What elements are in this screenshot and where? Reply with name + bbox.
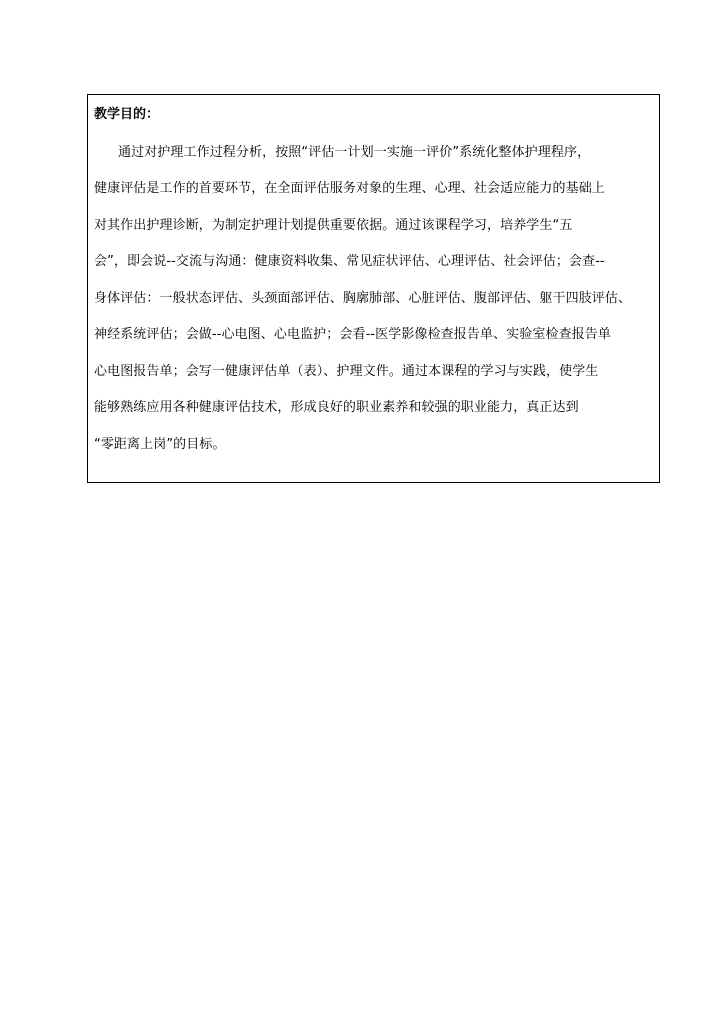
paragraph-line: 身体评估：一般状态评估、头颈面部评估、胸廓肺部、心脏评估、腹部评估、躯干四肢评估、 (94, 291, 632, 306)
teaching-objective-box (87, 94, 660, 483)
section-heading: 教学目的： (94, 107, 160, 122)
paragraph-line: “零距离上岗”的目标。 (94, 437, 226, 452)
paragraph-line: 健康评估是工作的首要环节，在全面评估服务对象的生理、心理、社会适应能力的基础上 (94, 181, 605, 196)
paragraph-line: 对其作出护理诊断，为制定护理计划提供重要依据。通过该课程学习，培养学生“五 (94, 218, 573, 233)
paragraph-line: 心电图报告单；会写一健康评估单（表）、护理文件。通过本课程的学习与实践，使学生 (94, 364, 599, 379)
paragraph-line: 能够熟练应用各种健康评估技术，形成良好的职业素养和较强的职业能力，真正达到 (94, 400, 579, 415)
paragraph-line: 会”，即会说--交流与沟通：健康资料收集、常见症状评估、心理评估、社会评估；会查-- (94, 254, 605, 269)
paragraph-line: 神经系统评估；会做--心电图、心电监护；会看--医学影像检查报告单、实验室检查报告单 (94, 327, 611, 342)
paragraph-line: 通过对护理工作过程分析，按照“评估一计划一实施一评价”系统化整体护理程序， (118, 145, 591, 160)
